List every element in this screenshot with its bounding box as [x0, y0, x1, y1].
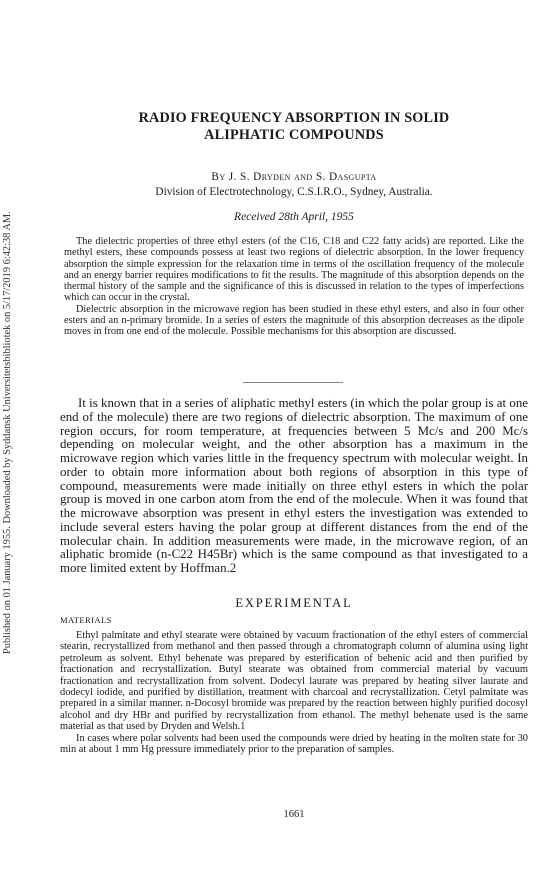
title-line-2: ALIPHATIC COMPOUNDS: [204, 127, 384, 143]
abstract: [64, 236, 524, 338]
section-divider: [243, 382, 343, 383]
received-value: 28th April, 1955: [278, 211, 354, 223]
subsection-heading: MATERIALS: [60, 615, 112, 625]
title-line-1: RADIO FREQUENCY ABSORPTION IN SOLID: [138, 110, 450, 126]
received-date: [60, 211, 528, 223]
materials-paragraph: Ethyl palmitate and ethyl stearate were obtained by vacuum fractionation of the ethyl esters of commercial stearin, recrystallized from methanol and then passed through a chromatograph column of alumina using light petroleum as solvent. Ethyl behenate was prepared by esterification of behenic acid and then purified by fractionation and recrystallization. Butyl stearate was obtained from commercial material by vacuum fractionation and recrystallization from solvent. Dodecyl laurate was prepared by heating silver laurate and dodecyl iodide, and purified by distillation, treatment with charcoal and recrystallization. Cetyl palmitate was prepared in a similar manner. n-Docosyl bromide was prepared by the reaction between highly purified docosyl alcohol and dry HBr and purified by recrystallization from ethanol. The methyl behenate used is the same material as that used by Dryden and Welsh.1: [60, 630, 528, 733]
download-notice-text: Published on 01 January 1955. Downloaded by Syddansk Universitetsbibliotek on 5/17/2019 6:42:38 AM.: [2, 211, 13, 654]
and-word: and: [294, 171, 313, 183]
affiliation: Division of Electrotechnology, C.S.I.R.O., Sydney, Australia.: [155, 186, 433, 198]
materials-section: [60, 630, 528, 755]
author-name: J. S. Dryden: [228, 171, 291, 183]
by-word: By: [211, 171, 226, 183]
abstract-paragraph: The dielectric properties of three ethyl esters (of the C16, C18 and C22 fatty acids) are reported. Like the methyl esters, these compounds possess at least two regions of dielectric absorption. In the lower frequency absorption the simple expression for the relaxation time in terms of the oscillation frequency of the molecule and an energy barrier requires modifications to fit the results. The magnitude of this absorption depends on the thermal history of the sample and the significance of this is discussed in relation to the types of imperfections which can occur in the crystal.: [64, 236, 524, 304]
abstract-paragraph: Dielectric absorption in the microwave region has been studied in these ethyl esters, and also in four other esters and an n-primary bromide. In a series of esters the magnitude of this absorption decreases as the dipole moves in from one end of the molecule. Possible mechanisms for this absorption are discussed.: [64, 303, 524, 338]
author-line: [60, 171, 528, 183]
received-label: Received: [234, 211, 276, 223]
article-title: [60, 110, 528, 144]
author-name: S. Dasgupta: [315, 171, 377, 183]
page-number: 1661: [283, 809, 305, 820]
materials-paragraph: In cases where polar solvents had been used the compounds were dried by heating in the molten state for 30 min at about 1 mm Hg pressure immediately prior to the preparation of samples.: [60, 732, 528, 756]
download-notice: [2, 94, 16, 654]
introduction-paragraph: It is known that in a series of aliphatic methyl esters (in which the polar group is at one end of the molecule) there are two regions of dielectric absorption. The maximum of one region occurs, for room temperature, at frequencies between 5 Mc/s and 200 Mc/s depending on molecular weight, and the other absorption has a maximum in the microwave region which varies little in the frequency spectrum with molecular weight. In order to obtain more information about both regions of absorption in this type of compound, measurements were made initially on three ethyl esters in which the polar group is moved in one carbon atom from the end of the molecule. When it was found that the microwave absorption was present in ethyl esters the investigation was extended to include several esters having the polar group at different distances from the end of the molecular chain. In addition measurements were made, in the microwave region, of an aliphatic bromide (n-C22 H45Br) which is the same compound as that investigated to a more limited extent by Hoffman.2: [60, 396, 528, 575]
section-heading: EXPERIMENTAL: [235, 596, 353, 610]
introduction: [60, 397, 528, 576]
